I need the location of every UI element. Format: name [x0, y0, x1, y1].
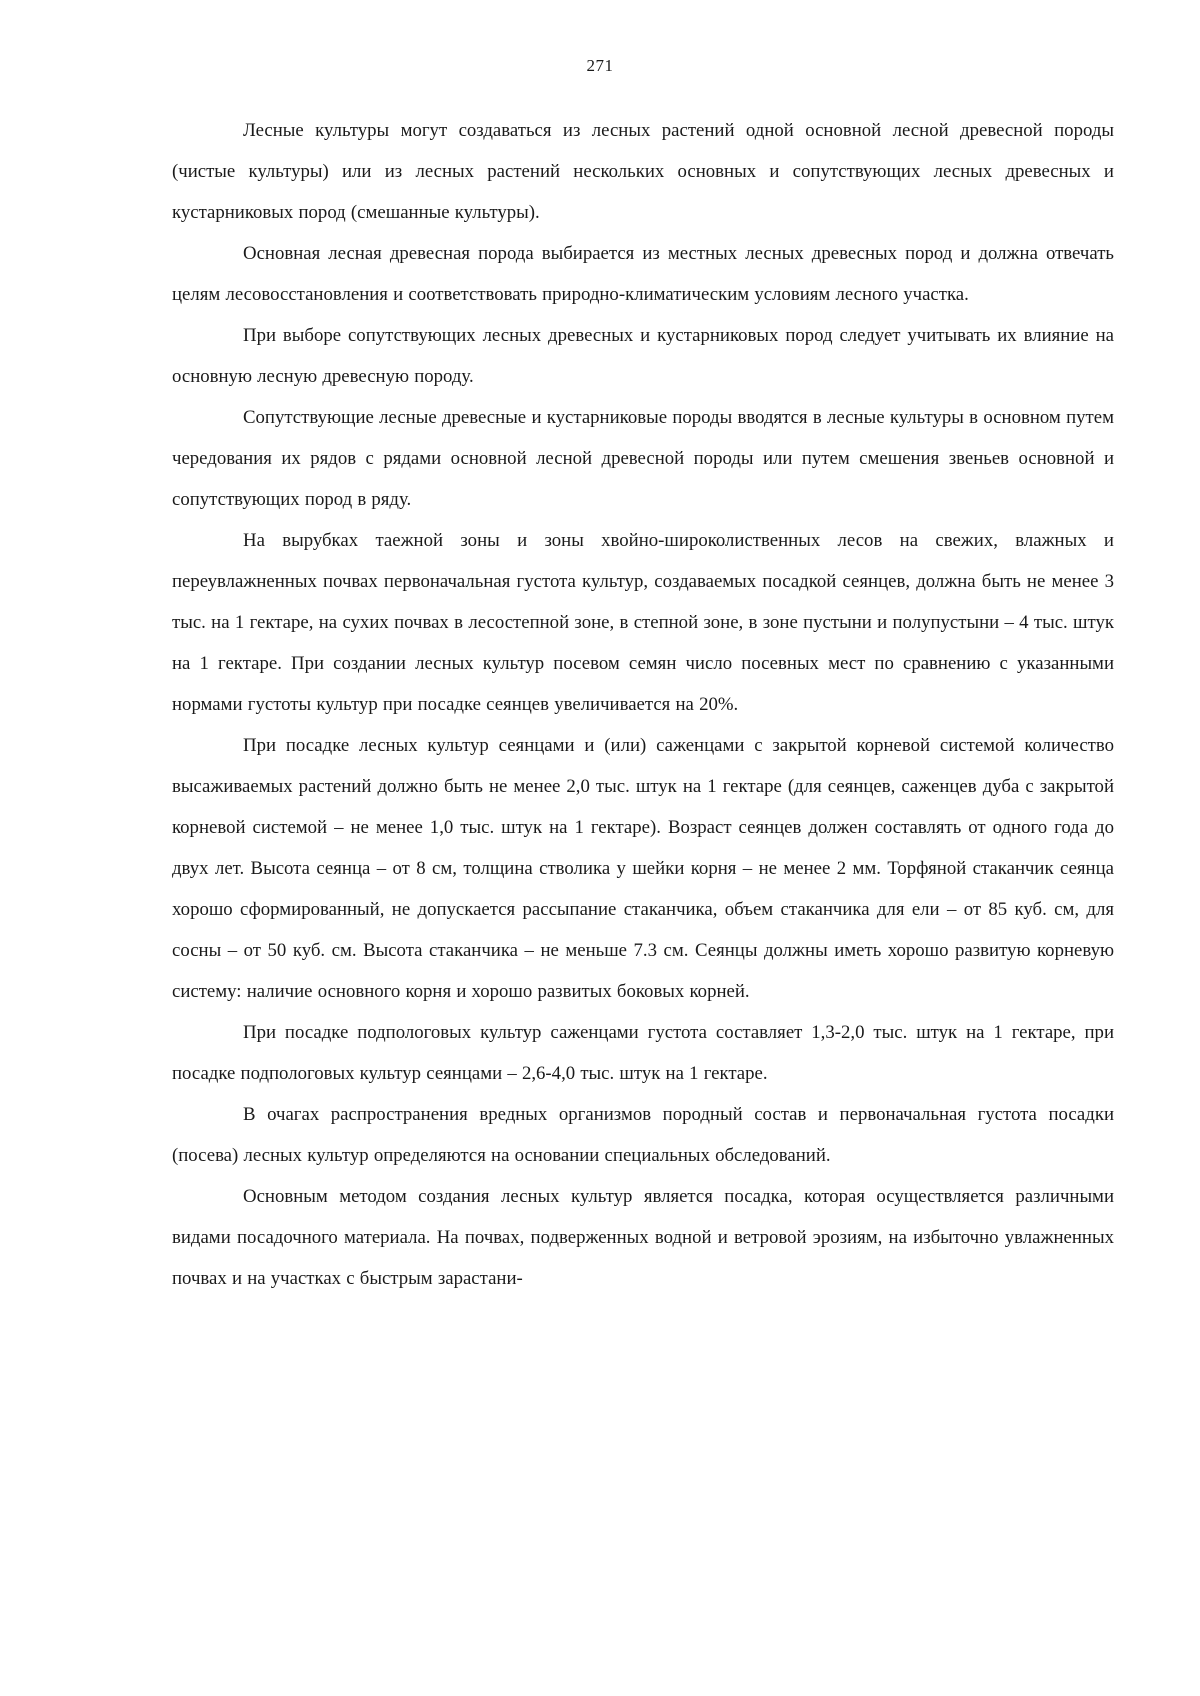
paragraph: При посадке подпологовых культур саженцами густота составляет 1,3-2,0 тыс. штук на 1 гектаре, при посадке подпологовых культур сеянцами – 2,6-4,0 тыс. штук на 1 гектаре.	[172, 1022, 1114, 1084]
paragraph: Лесные культуры могут создаваться из лесных растений одной основной лесной древесной породы (чистые культуры) или из лесных растений нескольких основных и сопутствующих лесных древесных и кустарниковых пород (смешанные культуры).	[172, 120, 1114, 223]
paragraph: При посадке лесных культур сеянцами и (или) саженцами с закрытой корневой системой количество высаживаемых растений должно быть не менее 2,0 тыс. штук на 1 гектаре (для сеянцев, саженцев дуба с закрытой корневой системой – не менее 1,0 тыс. штук на 1 гектаре). Возраст сеянцев должен составлять от одного года до двух лет. Высота сеянца – от 8 см, толщина стволика у шейки корня – не менее 2 мм. Торфяной стаканчик сеянца хорошо сформированный, не допускается рассыпание стаканчика, объем стаканчика для ели – от 85 куб. см, для сосны – от 50 куб. см. Высота стаканчика – не меньше 7.3 см. Сеянцы должны иметь хорошо развитую корневую систему: наличие основного корня и хорошо развитых боковых корней.	[172, 735, 1114, 1002]
page-number: 271	[586, 56, 614, 75]
paragraph: Основным методом создания лесных культур является посадка, которая осуществляется различными видами посадочного материала. На почвах, подверженных водной и ветровой эрозиям, на избыточно увлажненных почвах и на участках с быстрым зарастани-	[172, 1186, 1114, 1289]
paragraph: Основная лесная древесная порода выбирается из местных лесных древесных пород и должна отвечать целям лесовосстановления и соответствовать природно-климатическим условиям лесного участка.	[172, 243, 1114, 305]
paragraph: В очагах распространения вредных организмов породный состав и первоначальная густота посадки (посева) лесных культур определяются на основании специальных обследований.	[172, 1104, 1114, 1166]
paragraph: На вырубках таежной зоны и зоны хвойно-широколиственных лесов на свежих, влажных и переувлажненных почвах первоначальная густота культур, создаваемых посадкой сеянцев, должна быть не менее 3 тыс. на 1 гектаре, на сухих почвах в лесостепной зоне, в степной зоне, в зоне пустыни и полупустыни – 4 тыс. штук на 1 гектаре. При создании лесных культур посевом семян число посевных мест по сравнению с указанными нормами густоты культур при посадке сеянцев увеличивается на 20%.	[172, 530, 1114, 715]
body-text	[172, 110, 1114, 1299]
paragraph: При выборе сопутствующих лесных древесных и кустарниковых пород следует учитывать их влияние на основную лесную древесную породу.	[172, 325, 1114, 387]
paragraph: Сопутствующие лесные древесные и кустарниковые породы вводятся в лесные культуры в основном путем чередования их рядов с рядами основной лесной древесной породы или путем смешения звеньев основной и сопутствующих пород в ряду.	[172, 407, 1114, 510]
